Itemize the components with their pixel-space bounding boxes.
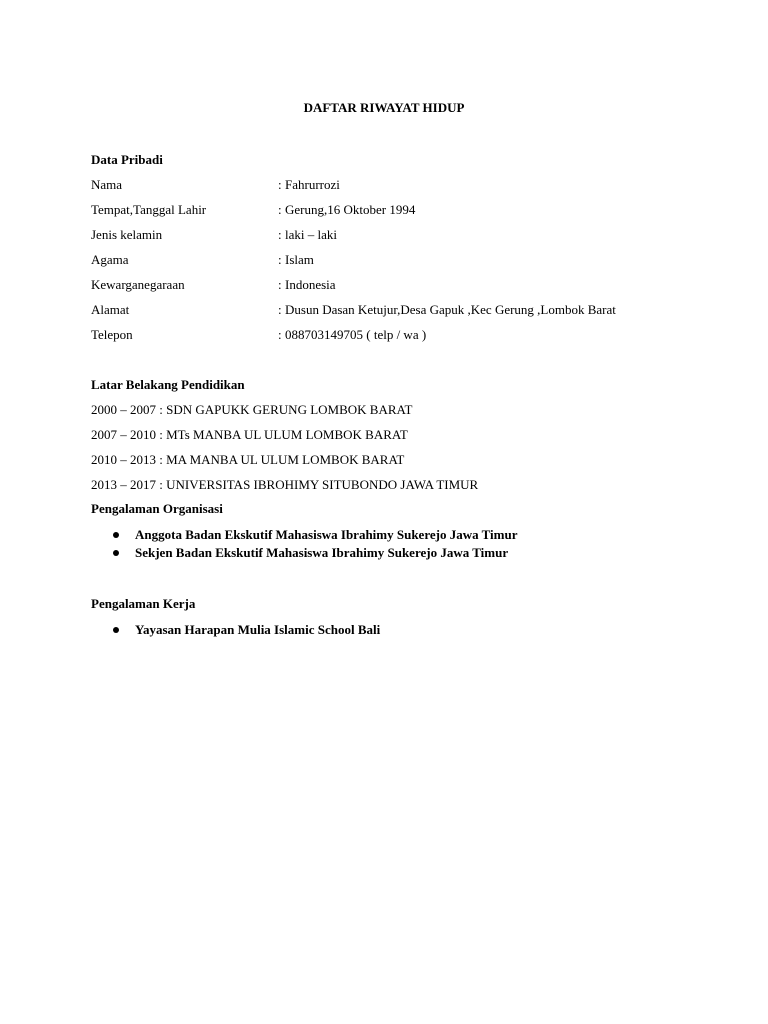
personal-value-text: Fahrurrozi: [285, 177, 340, 192]
list-item: [91, 621, 380, 639]
bullet-icon: [113, 532, 119, 538]
education-heading: Latar Belakang Pendidikan: [91, 377, 245, 392]
work-heading: Pengalaman Kerja: [91, 596, 196, 611]
personal-value-phone: [278, 327, 426, 343]
work-list: [91, 621, 380, 639]
personal-value-text: laki – laki: [285, 227, 337, 242]
personal-data-heading: Data Pribadi: [91, 152, 163, 167]
organization-heading: Pengalaman Organisasi: [91, 501, 223, 516]
personal-label-birth: Tempat,Tanggal Lahir: [91, 202, 207, 217]
separator: :: [278, 227, 282, 242]
personal-value-text: Gerung,16 Oktober 1994: [285, 202, 416, 217]
personal-value-religion: [278, 252, 314, 268]
separator: :: [278, 277, 282, 292]
document-title: DAFTAR RIWAYAT HIDUP: [303, 100, 465, 115]
personal-value-gender: [278, 227, 337, 243]
bullet-icon: [113, 550, 119, 556]
personal-label-phone: Telepon: [91, 327, 133, 342]
separator: :: [278, 202, 282, 217]
organization-item-text: Anggota Badan Ekskutif Mahasiswa Ibrahimy Sukerejo Jawa Timur: [135, 527, 518, 542]
organization-list: [91, 526, 518, 562]
organization-item-text: Sekjen Badan Ekskutif Mahasiswa Ibrahimy Sukerejo Jawa Timur: [135, 545, 509, 560]
personal-value-birth: [278, 202, 415, 218]
separator: :: [278, 177, 282, 192]
work-item-text: Yayasan Harapan Mulia Islamic School Bali: [135, 622, 381, 637]
personal-label-address: Alamat: [91, 302, 130, 317]
personal-value-text: Islam: [285, 252, 314, 267]
separator: :: [278, 252, 282, 267]
separator: :: [278, 327, 282, 342]
personal-value-name: [278, 177, 340, 193]
education-item: 2000 – 2007 : SDN GAPUKK GERUNG LOMBOK BARAT: [91, 402, 413, 417]
personal-value-address: [278, 302, 616, 318]
education-item: 2010 – 2013 : MA MANBA UL ULUM LOMBOK BARAT: [91, 452, 405, 467]
personal-label-religion: Agama: [91, 252, 129, 267]
education-item: 2013 – 2017 : UNIVERSITAS IBROHIMY SITUBONDO JAWA TIMUR: [91, 477, 479, 492]
education-item: 2007 – 2010 : MTs MANBA UL ULUM LOMBOK BARAT: [91, 427, 408, 442]
personal-label-gender: Jenis kelamin: [91, 227, 163, 242]
list-item: [91, 526, 518, 544]
list-item: [91, 544, 518, 562]
personal-value-nationality: [278, 277, 336, 293]
personal-value-text: Dusun Dasan Ketujur,Desa Gapuk ,Kec Gerung ,Lombok Barat: [285, 302, 616, 317]
bullet-icon: [113, 627, 119, 633]
personal-value-text: Indonesia: [285, 277, 336, 292]
personal-label-nationality: Kewarganegaraan: [91, 277, 185, 292]
personal-label-name: Nama: [91, 177, 123, 192]
personal-value-text: 088703149705 ( telp / wa ): [285, 327, 427, 342]
separator: :: [278, 302, 282, 317]
